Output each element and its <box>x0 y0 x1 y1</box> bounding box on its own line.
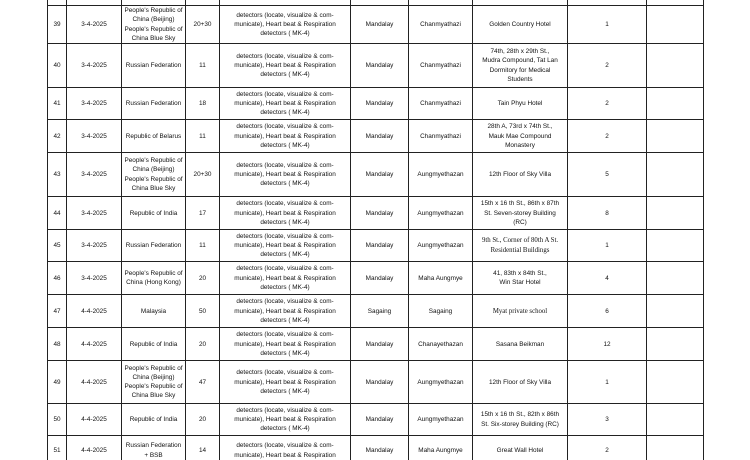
cell-team: People's Republic of China (Beijing) People's Republic of China Blue Sky <box>122 6 186 44</box>
cell-remark <box>647 295 704 328</box>
cell-region: Mandalay <box>351 6 409 44</box>
cell-team: Russian Federation <box>122 88 186 120</box>
table-row <box>48 262 704 295</box>
cell-count: 5 <box>568 153 647 197</box>
cell-no: 45 <box>48 230 67 262</box>
cell-count: 2 <box>568 436 647 460</box>
cell-location: Sasana Beikman <box>473 328 568 361</box>
cell-team: People's Republic of China (Beijing) People's Republic of China Blue Sky <box>122 153 186 197</box>
table-row <box>48 120 704 153</box>
table-row <box>48 295 704 328</box>
cell-township: Aungmyethazan <box>409 361 473 404</box>
cell-team: Republic of Belarus <box>122 120 186 153</box>
cell-count: 1 <box>568 230 647 262</box>
cell-team: Russian Federation <box>122 44 186 88</box>
cell-equipment: detectors (locate, visualize & com- municate), Heart beat & Respiration detectors ( MK-4) <box>220 361 351 404</box>
table-row <box>48 361 704 404</box>
cell-count: 2 <box>568 44 647 88</box>
cell-members: 14 <box>186 436 220 460</box>
cell-region: Mandalay <box>351 328 409 361</box>
table-row <box>48 88 704 120</box>
cell-no: 41 <box>48 88 67 120</box>
cell-location: Great Wall Hotel <box>473 436 568 460</box>
cell-equipment: detectors (locate, visualize & com- municate), Heart beat & Respiration detectors ( MK-4) <box>220 44 351 88</box>
cell-members: 20 <box>186 404 220 436</box>
cell-region: Mandalay <box>351 361 409 404</box>
cell-date: 3-4-2025 <box>67 262 122 295</box>
table-row <box>48 153 704 197</box>
cell-township: Sagaing <box>409 295 473 328</box>
cell-date: 4-4-2025 <box>67 328 122 361</box>
cell-members: 50 <box>186 295 220 328</box>
cell-remark <box>647 404 704 436</box>
cell-team: Russian Federation + BSB <box>122 436 186 460</box>
cell-count: 2 <box>568 120 647 153</box>
cell-equipment: detectors (locate, visualize & com- municate), Heart beat & Respiration detectors ( MK-4) <box>220 6 351 44</box>
cell-no: 39 <box>48 6 67 44</box>
cell-date: 3-4-2025 <box>67 88 122 120</box>
cell-remark <box>647 436 704 460</box>
cell-date: 4-4-2025 <box>67 404 122 436</box>
cell-township: Aungmyethazan <box>409 230 473 262</box>
table-row <box>48 404 704 436</box>
table-row <box>48 197 704 230</box>
cell-date: 3-4-2025 <box>67 230 122 262</box>
cell-equipment: detectors (locate, visualize & com- municate), Heart beat & Respiration detectors ( MK-4) <box>220 230 351 262</box>
cell-count: 6 <box>568 295 647 328</box>
cell-township: Aungmyethazan <box>409 197 473 230</box>
cell-no: 42 <box>48 120 67 153</box>
cell-date: 3-4-2025 <box>67 6 122 44</box>
cell-team: Russian Federation <box>122 230 186 262</box>
table-row <box>48 44 704 88</box>
cell-remark <box>647 328 704 361</box>
cell-team: Republic of India <box>122 197 186 230</box>
cell-date: 3-4-2025 <box>67 120 122 153</box>
cell-region: Mandalay <box>351 230 409 262</box>
table-row <box>48 6 704 44</box>
cell-members: 11 <box>186 230 220 262</box>
cell-members: 20+30 <box>186 153 220 197</box>
deployment-table <box>47 0 704 460</box>
cell-date: 4-4-2025 <box>67 436 122 460</box>
cell-date: 4-4-2025 <box>67 295 122 328</box>
cell-equipment: detectors (locate, visualize & com- municate), Heart beat & Respiration <box>220 436 351 460</box>
cell-equipment: detectors (locate, visualize & com- municate), Heart beat & Respiration detectors ( MK-4) <box>220 328 351 361</box>
cell-count: 2 <box>568 88 647 120</box>
cell-members: 11 <box>186 120 220 153</box>
cell-township: Chanmyathazi <box>409 88 473 120</box>
cell-team: People's Republic of China (Beijing) People's Republic of China Blue Sky <box>122 361 186 404</box>
cell-region: Mandalay <box>351 153 409 197</box>
cell-members: 20 <box>186 328 220 361</box>
cell-location: Tain Phyu Hotel <box>473 88 568 120</box>
cell-region: Mandalay <box>351 120 409 153</box>
cell-members: 11 <box>186 44 220 88</box>
cell-township: Maha Aungmye <box>409 262 473 295</box>
cell-location: 15th x 16 th St., 86th x 87th St. Seven-storey Building (RC) <box>473 197 568 230</box>
cell-remark <box>647 44 704 88</box>
cell-members: 20 <box>186 262 220 295</box>
cell-count: 1 <box>568 6 647 44</box>
cell-region: Sagaing <box>351 295 409 328</box>
cell-count: 3 <box>568 404 647 436</box>
cell-location: 12th Floor of Sky Villa <box>473 361 568 404</box>
cell-date: 3-4-2025 <box>67 44 122 88</box>
cell-count: 1 <box>568 361 647 404</box>
cell-members: 18 <box>186 88 220 120</box>
cell-no: 44 <box>48 197 67 230</box>
cell-members: 20+30 <box>186 6 220 44</box>
cell-team: Republic of India <box>122 328 186 361</box>
cell-date: 4-4-2025 <box>67 361 122 404</box>
cell-location: 12th Floor of Sky Villa <box>473 153 568 197</box>
cell-count: 4 <box>568 262 647 295</box>
cell-no: 40 <box>48 44 67 88</box>
table-row <box>48 230 704 262</box>
cell-no: 46 <box>48 262 67 295</box>
cell-equipment: detectors (locate, visualize & com- municate), Heart beat & Respiration detectors ( MK-4) <box>220 262 351 295</box>
cell-members: 47 <box>186 361 220 404</box>
cell-members: 17 <box>186 197 220 230</box>
cell-township: Chanayethazan <box>409 328 473 361</box>
cell-date: 3-4-2025 <box>67 153 122 197</box>
cell-equipment: detectors (locate, visualize & com- municate), Heart beat & Respiration detectors ( MK-4) <box>220 120 351 153</box>
cell-count: 8 <box>568 197 647 230</box>
cell-date: 3-4-2025 <box>67 197 122 230</box>
cell-region: Mandalay <box>351 436 409 460</box>
cell-region: Mandalay <box>351 197 409 230</box>
cell-remark <box>647 120 704 153</box>
cell-remark <box>647 6 704 44</box>
cell-region: Mandalay <box>351 404 409 436</box>
cell-township: Chanmyathazi <box>409 6 473 44</box>
cell-location: Myat private school <box>473 295 568 328</box>
cell-equipment: detectors (locate, visualize & com- municate), Heart beat & Respiration detectors ( MK-4) <box>220 197 351 230</box>
table-row <box>48 328 704 361</box>
cell-region: Mandalay <box>351 88 409 120</box>
cell-region: Mandalay <box>351 44 409 88</box>
cell-township: Chanmyathazi <box>409 120 473 153</box>
cell-township: Chanmyathazi <box>409 44 473 88</box>
cell-remark <box>647 88 704 120</box>
cell-region: Mandalay <box>351 262 409 295</box>
cell-equipment: detectors (locate, visualize & com- municate), Heart beat & Respiration detectors ( MK-4) <box>220 404 351 436</box>
cell-no: 43 <box>48 153 67 197</box>
cell-no: 50 <box>48 404 67 436</box>
cell-location: 74th, 28th x 29th St., Mudra Compound, Tat Lan Dormitory for Medical Students <box>473 44 568 88</box>
cell-remark <box>647 361 704 404</box>
cell-team: Republic of India <box>122 404 186 436</box>
cell-location: 41, 83th x 84th St., Win Star Hotel <box>473 262 568 295</box>
cell-no: 48 <box>48 328 67 361</box>
cell-location: 15th x 16 th St., 82th x 86th St. Six-storey Building (RC) <box>473 404 568 436</box>
cell-remark <box>647 230 704 262</box>
cell-team: People's Republic of China (Hong Kong) <box>122 262 186 295</box>
cell-count: 12 <box>568 328 647 361</box>
cell-equipment: detectors (locate, visualize & com- municate), Heart beat & Respiration detectors ( MK-4) <box>220 88 351 120</box>
cell-location: 28th A, 73rd x 74th St., Mauk Mae Compound Monastery <box>473 120 568 153</box>
cell-no: 49 <box>48 361 67 404</box>
table-row <box>48 436 704 460</box>
cell-township: Aungmyethazan <box>409 153 473 197</box>
cell-no: 47 <box>48 295 67 328</box>
cell-no: 51 <box>48 436 67 460</box>
cell-team: Malaysia <box>122 295 186 328</box>
cell-location: 9th St., Corner of 80th A St. Residential Buildings <box>473 230 568 262</box>
cell-equipment: detectors (locate, visualize & com- municate), Heart beat & Respiration detectors ( MK-4) <box>220 295 351 328</box>
cell-remark <box>647 262 704 295</box>
cell-township: Maha Aungmye <box>409 436 473 460</box>
cell-location: Golden Country Hotel <box>473 6 568 44</box>
cell-township: Aungmyethazan <box>409 404 473 436</box>
cell-remark <box>647 153 704 197</box>
cell-remark <box>647 197 704 230</box>
cell-equipment: detectors (locate, visualize & com- municate), Heart beat & Respiration detectors ( MK-4) <box>220 153 351 197</box>
